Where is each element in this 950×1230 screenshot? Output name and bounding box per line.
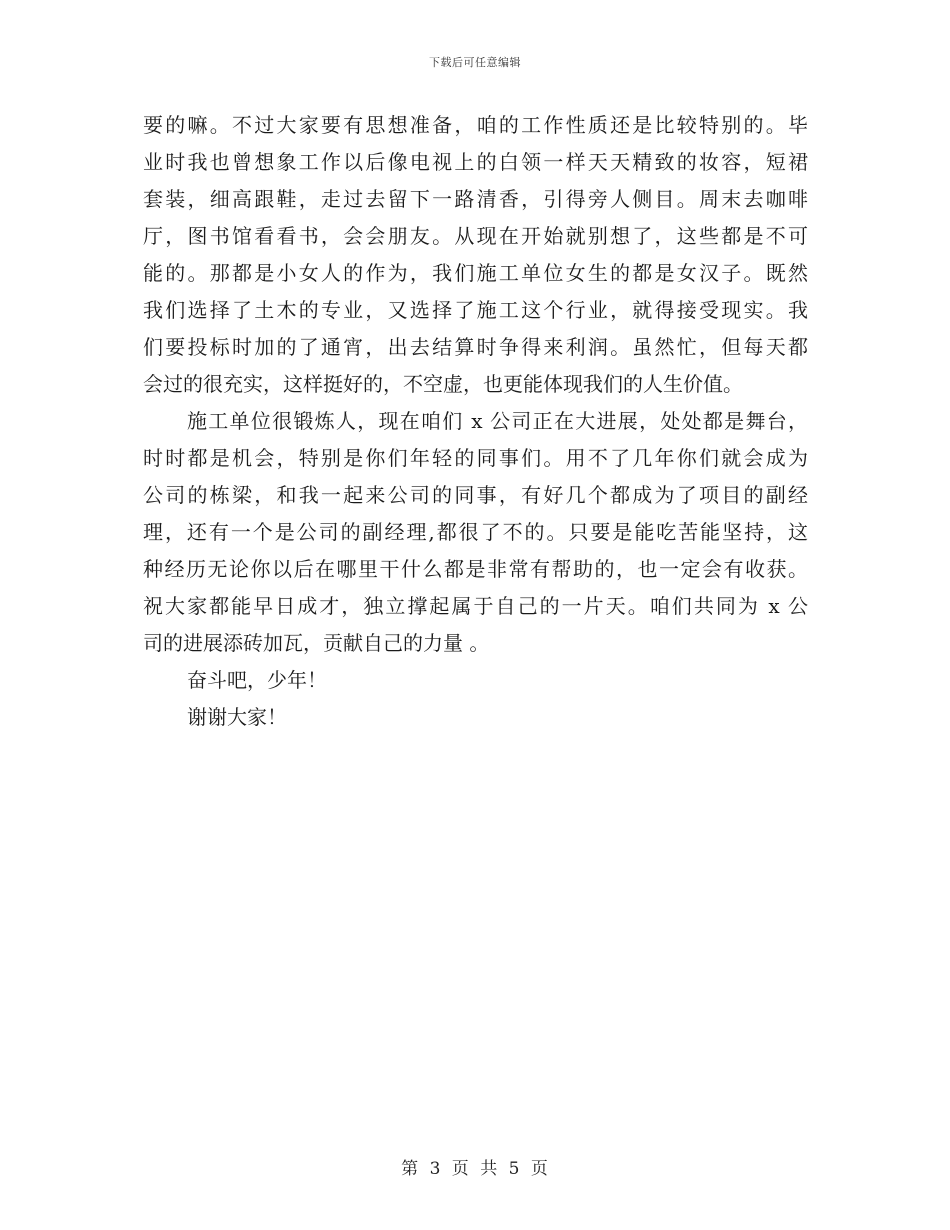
text-line: 奋斗吧，少年！ xyxy=(187,668,327,692)
text-line: 时时都是机会，特别是你们年轻的同事们。用不了几年你们就会成为 xyxy=(143,446,808,470)
text-line: 理，还有一个是公司的副经理,都很了不的。只要是能吃苦能坚持，这 xyxy=(143,520,808,544)
text-line: 公司的栋梁，和我一起来公司的同事，有好几个都成为了项目的副经 xyxy=(143,483,808,507)
text-line: 厅，图书馆看看书，会会朋友。从现在开始就别想了，这些都是不可 xyxy=(143,224,808,248)
text-line: 司的进展添砖加瓦，贡献自己的力量 。 xyxy=(143,631,490,655)
text-line: 种经历无论你以后在哪里干什么都是非常有帮助的，也一定会有收获。 xyxy=(143,557,808,581)
paragraph xyxy=(143,662,808,699)
text-line: 要的嘛。不过大家要有思想准备，咱的工作性质还是比较特别的。毕 xyxy=(143,113,808,137)
text-line: 祝大家都能早日成才，独立撑起属于自己的一片天。咱们共同为 x 公 xyxy=(143,594,808,618)
text-line: 谢谢大家！ xyxy=(187,705,287,729)
paragraph xyxy=(143,107,808,403)
page-header: 下载后可任意编辑 xyxy=(429,56,521,69)
page-number-footer: 第 3 页 共 5 页 xyxy=(401,1159,549,1179)
text-line: 们要投标时加的了通宵，出去结算时争得来利润。虽然忙，但每天都 xyxy=(143,335,808,359)
text-line: 施工单位很锻炼人，现在咱们 x 公司正在大进展，处处都是舞台， xyxy=(187,409,808,433)
paragraph xyxy=(143,699,808,736)
document-body xyxy=(143,107,808,736)
text-line: 套装，细高跟鞋，走过去留下一路清香，引得旁人侧目。周末去咖啡 xyxy=(143,187,808,211)
paragraph xyxy=(143,403,808,662)
text-line: 会过的很充实，这样挺好的，不空虚，也更能体现我们的人生价值。 xyxy=(143,372,743,396)
text-line: 我们选择了土木的专业，又选择了施工这个行业，就得接受现实。我 xyxy=(143,298,808,322)
text-line: 能的。那都是小女人的作为，我们施工单位女生的都是女汉子。既然 xyxy=(143,261,808,285)
text-line: 业时我也曾想象工作以后像电视上的白领一样天天精致的妆容，短裙 xyxy=(143,150,808,174)
